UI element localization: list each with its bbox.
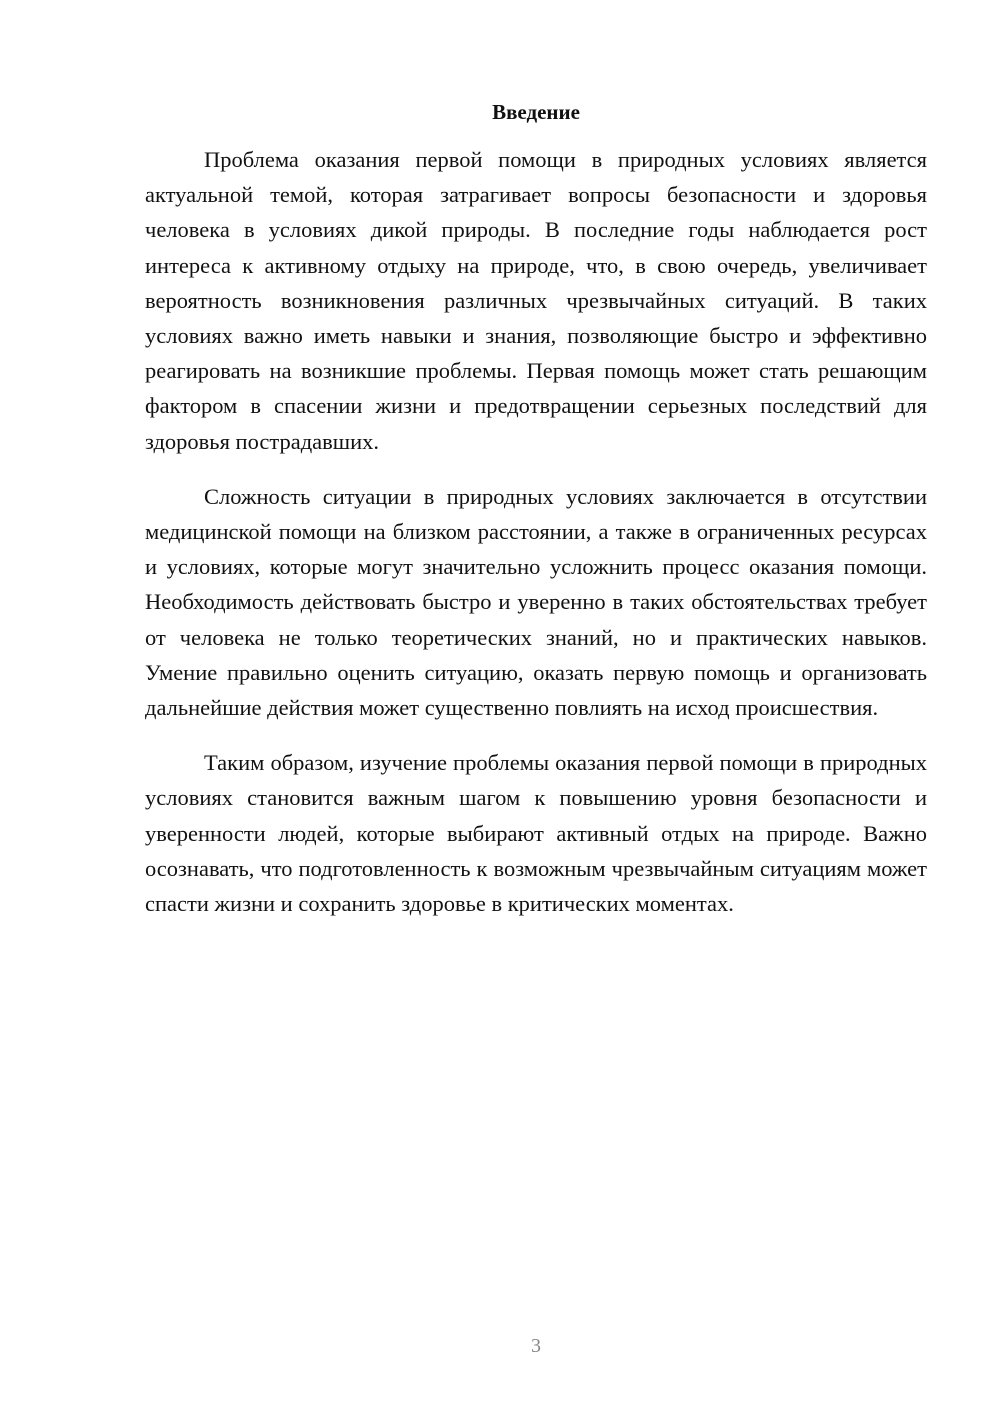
paragraph-2: Сложность ситуации в природных условиях заключается в отсутствии медицинской помощи на близком расстоянии, а также в ограниченных ресурсах и условиях, которые могут значительно усложнить процесс оказания помощи. Необходимость действовать быстро и уверенно в таких обстоятельствах требует от человека не только теоретических знаний, но и практических навыков. Умение правильно оценить ситуацию, оказать первую помощь и организовать дальнейшие действия может существенно повлиять на исход происшествия.: [145, 483, 927, 721]
body-text: [145, 142, 927, 941]
paragraph-1: Проблема оказания первой помощи в природных условиях является актуальной темой, которая затрагивает вопросы безопасности и здоровья человека в условиях дикой природы. В последние годы наблюдается рост интереса к активному отдыху на природе, что, в свою очередь, увеличивает вероятность возникновения различных чрезвычайных ситуаций. В таких условиях важно иметь навыки и знания, позволяющие быстро и эффективно реагировать на возникшие проблемы. Первая помощь может стать решающим фактором в спасении жизни и предотвращении серьезных последствий для здоровья пострадавших.: [145, 147, 927, 454]
page-number: 3: [531, 1335, 541, 1357]
section-title: Введение: [492, 100, 580, 124]
paragraph-3: Таким образом, изучение проблемы оказания первой помощи в природных условиях становится важным шагом к повышению уровня безопасности и уверенности людей, которые выбирают активный отдых на природе. Важно осознавать, что подготовленность к возможным чрезвычайным ситуациям может спасти жизни и сохранить здоровье в критических моментах.: [145, 750, 927, 917]
